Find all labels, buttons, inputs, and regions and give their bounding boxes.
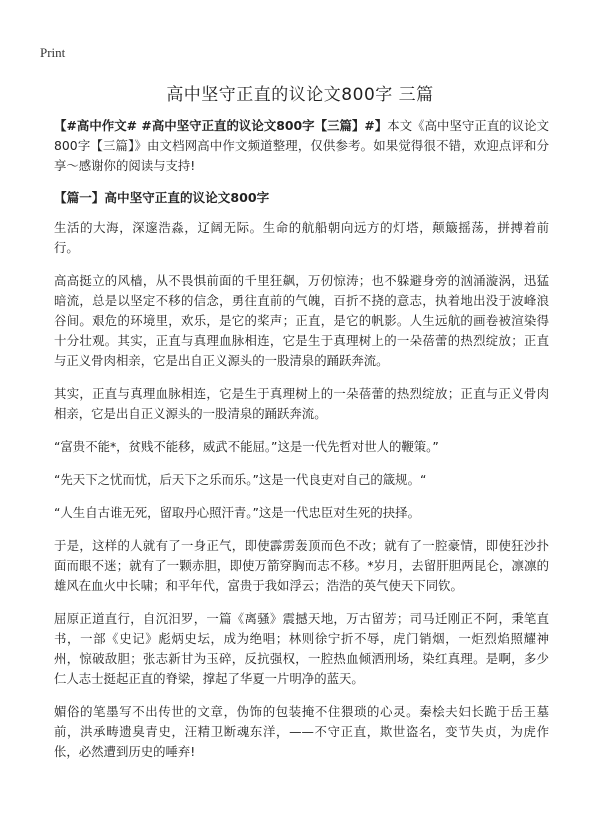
paragraph-1: 生活的大海，深邃浩淼，辽阔无际。生命的航船朝向远方的灯塔，颠簸摇荡，拼搏着前行。	[54, 220, 549, 255]
print-link[interactable]: Print	[40, 45, 66, 60]
paragraph-4: “富贵不能*，贫贱不能移，威武不能屈。”这是一代先哲对世人的鞭策。”	[54, 439, 439, 454]
paragraph-2: 高高挺立的风樯，从不畏惧前面的千里狂飙，万仞惊涛；也不躲避身旁的汹涌漩涡，迅猛暗流，总是以坚定不移的信念，勇往直前的气魄，百折不挠的意志，执着地出没于波峰浪谷间。艰危的环境里，欢乐，是它的桨声；正直，是它的帆影。人生远航的画卷被渲染得十分壮观。其实，正直与真理血脉相连，它是生于真理树上的一朵蓓蕾的热烈绽放；正直与正义骨肉相亲，它是出自正义源头的一股清泉的踊跃奔流。	[54, 273, 549, 368]
article-body	[54, 116, 549, 775]
section-heading: 【篇一】高中坚守正直的议论文800字	[54, 190, 270, 205]
intro-tags: 【#高中作文# #高中坚守正直的议论文800字【三篇】#】	[54, 118, 388, 133]
paragraph-7: 于是，这样的人就有了一身正气，即使霹雳轰顶而色不改；就有了一腔豪情，即使狂沙扑面而眼不迷；就有了一颗赤胆，即使万箭穿胸而志不移。*岁月，去留肝胆两昆仑，凛凛的雄风在血火中长啸；和平年代，富贵于我如浮云；浩浩的英气使天下同钦。	[54, 538, 549, 593]
paragraph-3: 其实，正直与真理血脉相连，它是生于真理树上的一朵蓓蕾的热烈绽放；正直与正义骨肉相亲，它是出自正义源头的一股清泉的踊跃奔流。	[54, 386, 549, 421]
paragraph-6: “人生自古谁无死，留取丹心照汗青。”这是一代忠臣对生死的抉择。	[54, 505, 420, 520]
paragraph-8: 屈原正道直行，自沉汨罗，一篇《离骚》震撼天地，万古留芳；司马迁刚正不阿，秉笔直书，一部《史记》彪炳史坛，成为绝唱；林则徐宁折不辱，虎门销烟，一炬烈焰照耀神州，惊破敌胆；张志新甘为玉碎，反抗强权，一腔热血倾洒刑场，染红真理。是啊，多少仁人志士挺起正直的脊梁，撑起了华夏一片明净的蓝天。	[54, 611, 549, 686]
intro-paragraph	[54, 116, 549, 176]
paragraph-5: “先天下之忧而忧，后天下之乐而乐。”这是一代良吏对自己的箴规。“	[54, 472, 427, 487]
page-title: 高中坚守正直的议论文800字 三篇	[166, 85, 434, 105]
paragraph-9: 媚俗的笔墨写不出传世的文章，伪饰的包装掩不住猥琐的心灵。秦桧夫妇长跪于岳王墓前，洪承畴遗臭青史，汪精卫断魂东洋，——不守正直，欺世盗名，变节失贞，为虎作伥，必然遭到历史的唾弃!	[54, 704, 549, 759]
intro-text: 本文《高中坚守正直的议论文800字【三篇】》由文档网高中作文频道整理，仅供参考。如果觉得很不错，欢迎点评和分享～感谢你的阅读与支持!	[54, 118, 549, 173]
